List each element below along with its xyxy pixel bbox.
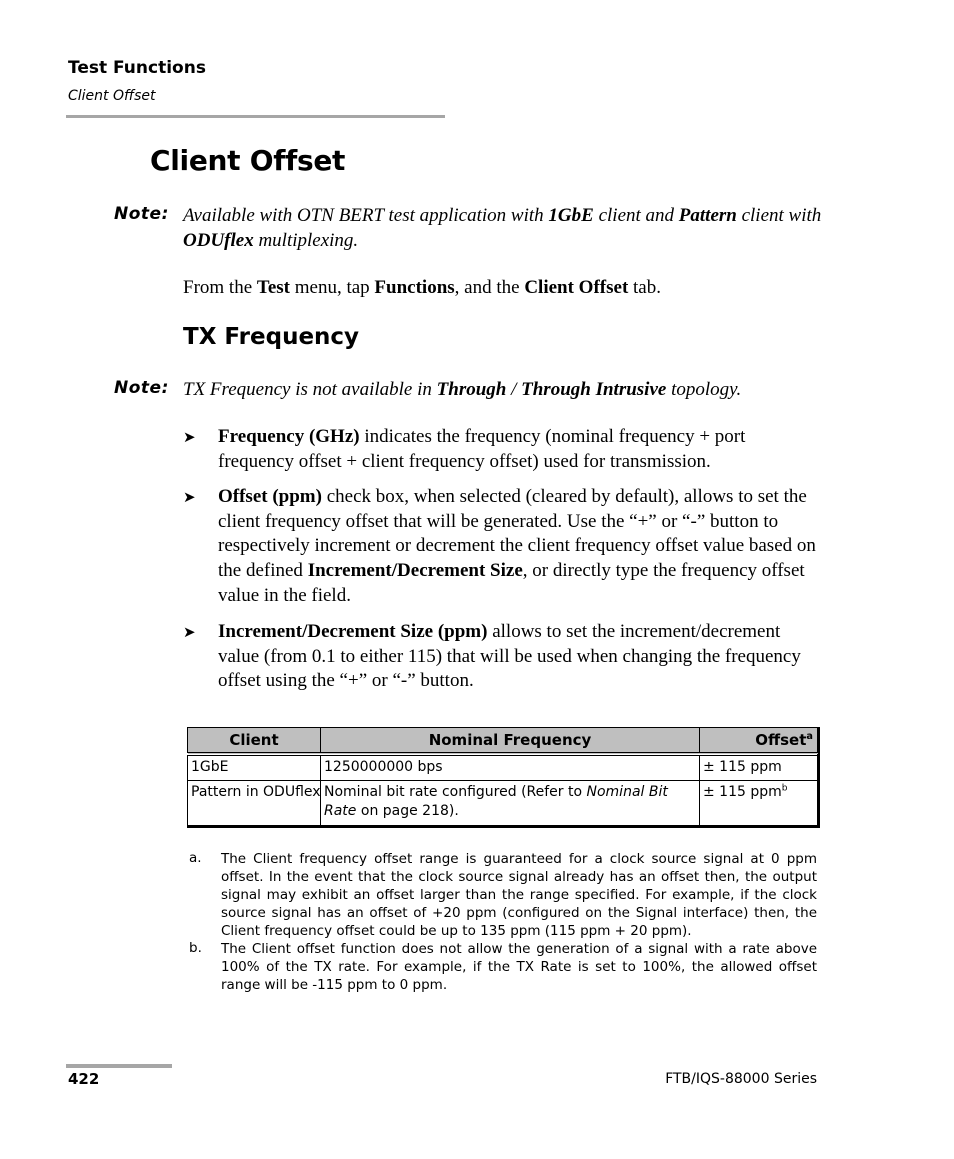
client-offset-table bbox=[187, 727, 820, 828]
footnote-marker: b. bbox=[189, 940, 202, 956]
column-header-client: Client bbox=[188, 728, 321, 755]
cell-nominal-frequency: Nominal bit rate configured (Refer to Nominal Bit Rate on page 218). bbox=[321, 781, 700, 826]
footnote-text: The Client offset function does not allow the generation of a signal with a rate above 100% of the TX rate. For example, if the TX Rate is set to 100%, the allowed offset range will be -115 ppm to 0 ppm. bbox=[221, 941, 817, 993]
running-header-subsection: Client Offset bbox=[68, 88, 156, 104]
note-topology: TX Frequency is not available in Through / Through Intrusive topology. bbox=[183, 379, 742, 400]
page-title: Client Offset bbox=[150, 144, 346, 177]
footer-rule bbox=[66, 1064, 172, 1068]
footnote-marker: a. bbox=[189, 850, 202, 866]
cell-offset: ± 115 ppm bbox=[700, 754, 818, 781]
running-header-section: Test Functions bbox=[68, 58, 206, 78]
cell-nominal-frequency: 1250000000 bps bbox=[321, 754, 700, 781]
bullet-offset: Offset (ppm) check box, when selected (cleared by default), allows to set the client frequency offset that will be generated. Use the “+” or “-” button to respectively increment or decrement the client frequency offset value based on the defined Increment/Decrement Size, or directly type the frequency offset value in the field. bbox=[218, 486, 816, 606]
note-label: Note: bbox=[114, 378, 169, 398]
header-rule bbox=[66, 115, 445, 118]
bullet-arrow-icon: ➤ bbox=[183, 625, 196, 641]
column-header-nominal-frequency: Nominal Frequency bbox=[321, 728, 700, 755]
note-label: Note: bbox=[114, 204, 169, 224]
cell-client: 1GbE bbox=[188, 754, 321, 781]
intro-paragraph: From the Test menu, tap Functions, and the Client Offset tab. bbox=[183, 277, 661, 298]
bullet-arrow-icon: ➤ bbox=[183, 490, 196, 506]
table-row bbox=[188, 754, 818, 781]
note-availability: Available with OTN BERT test application with 1GbE client and Pattern client with ODUflex multiplexing. bbox=[183, 205, 822, 251]
footnote-text: The Client frequency offset range is guaranteed for a clock source signal at 0 ppm offset. In the event that the clock source signal already has an offset then, the output signal may exhibit an offset larger than the range specified. For example, if the clock source signal has an offset of +20 ppm (configured on the Signal interface) then, the Client frequency offset could be up to 135 ppm (115 ppm + 20 ppm). bbox=[221, 851, 817, 939]
section-heading: TX Frequency bbox=[183, 324, 360, 350]
page-number: 422 bbox=[68, 1070, 100, 1088]
cell-offset: ± 115 ppm$^b$ bbox=[700, 781, 818, 826]
product-series: FTB/IQS-88000 Series bbox=[665, 1071, 817, 1087]
bullet-frequency: Frequency (GHz) indicates the frequency (nominal frequency + port frequency offset + client frequency offset) used for transmission. bbox=[218, 426, 746, 472]
bullet-increment-size: Increment/Decrement Size (ppm) allows to set the increment/decrement value (from 0.1 to either 115) that will be used when changing the frequency offset using the “+” or “-” button. bbox=[218, 621, 801, 692]
column-header-offset: Offset$^a$ bbox=[700, 728, 818, 755]
cell-client: Pattern in ODUflex bbox=[188, 781, 321, 826]
table-row bbox=[188, 781, 818, 826]
bullet-arrow-icon: ➤ bbox=[183, 430, 196, 446]
